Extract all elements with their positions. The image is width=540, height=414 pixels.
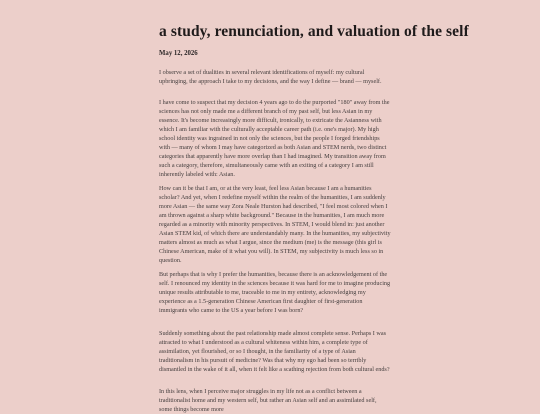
article-date: May 12, 2026 (159, 50, 198, 57)
paragraph-5: Suddenly something about the past relationship made almost complete sense. Perhaps I was attracted to what I understood as a cultural whiteness within him, a complete type of assimilation, yet flourished, or so I thought, in the familiarity of a type of Asian traditionalism in his pursuit of medicine? Was that why my ego had been so terribly dismantled in the wake of it all, when it felt like a scathing rejection from both cultural ends? (159, 330, 390, 373)
paragraph-4: But perhaps that is why I prefer the humanities, because there is an acknowledgement of the self. I renounced my identity in the sciences because it was hard for me to imagine producing unique results attributable to me, traceable to me in my entirety, acknowledging my experience as a 1.5-generation Chinese American first daughter of first-generation immigrants who came to the US a year before I was born? (159, 271, 391, 314)
paragraph-2: I have come to suspect that my decision 4 years ago to do the purported "180" away from the sciences has not only made me a different branch of my past self, but less Asian in my essence. It's become increasingly more difficult, ironically, to extricate the Asianness with which I am familiar with the culturally acceptable career path (i.e. one's major). My high school identity was ingrained in not only the sciences, but the people I forged friendships with — many of whom I may have categorized as both Asian and STEM nerds, two distinct categories that apparently have more overlap than I had imagined. My transition away from such a category, therefore, simultaneously came with an exiting of a category I am still inherently labeled with: Asian. (159, 99, 390, 178)
paragraph-1: I observe a set of dualities in several relevant identifications of myself: my cultural upbringing, the approach I take to my decisions, and the way I define — brand — myself. (159, 69, 382, 85)
article-title: a study, renunciation, and valuation of the self (159, 23, 469, 40)
paragraph-6: In this lens, when I perceive major struggles in my life not as a conflict between a traditionalist home and my western self, but rather an Asian self and an assimilated self, some things become more (159, 388, 377, 413)
paragraph-3: How can it be that I am, or at the very least, feel less Asian because I am a humanities scholar? And yet, when I redefine myself within the realm of the humanities, I am suddenly more Asian — the same way Zora Neale Hurston had described, "I feel most colored when I am thrown against a sharp white background." Because in the humanities, I am much more regarded as a minority with minority perspectives. In STEM, I would blend in: just another Asian STEM kid, of which there are understandably many. In the humanities, my subjectivity matters almost as much as what I argue, since the medium (me) is the message (this girl is Chinese American, make of it what you will). In STEM, my subjectivity is much less so in question. (159, 185, 391, 264)
